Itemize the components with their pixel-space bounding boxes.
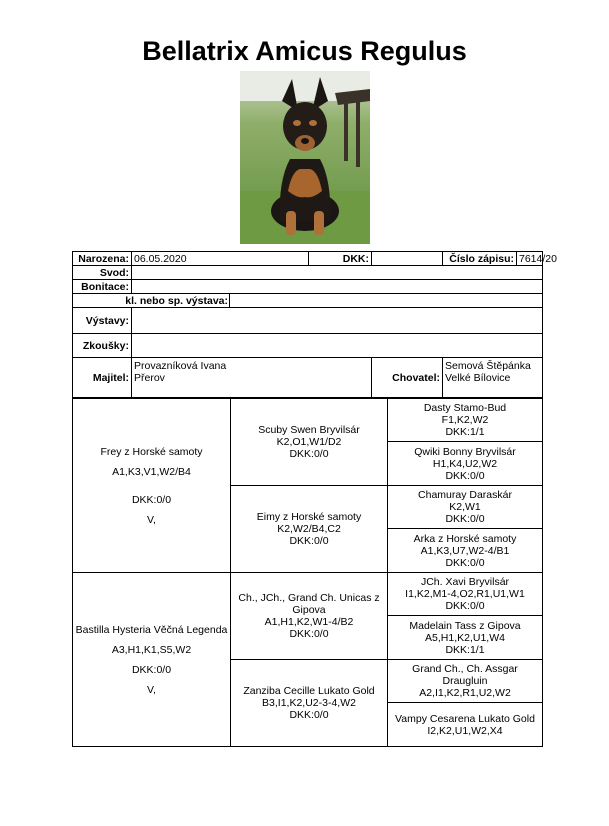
dds-code: A2,I1,K2,R1,U2,W2 xyxy=(419,687,511,699)
dsd-dkk: DKK:1/1 xyxy=(445,643,485,656)
shows-label: Výstavy: xyxy=(73,308,132,334)
ds-dkk: DKK:0/0 xyxy=(289,628,329,640)
pedigree-ds xyxy=(231,573,388,660)
sdd-code: A1,K3,U7,W2-4/B1 xyxy=(420,544,510,557)
sire-code: A1,K3,V1,W2/B4 xyxy=(112,465,191,478)
breeder-city: Velké Bílovice xyxy=(445,372,511,384)
dog-photo-icon xyxy=(240,71,370,244)
svod-value xyxy=(132,266,543,280)
dd-dkk: DKK:0/0 xyxy=(289,709,329,721)
registration-value: 7614/20 xyxy=(517,252,543,266)
sdd-name: Arka z Horské samoty xyxy=(413,532,517,545)
pedigree-sds xyxy=(388,486,543,529)
pedigree-ss xyxy=(231,399,388,486)
exams-label: Zkoušky: xyxy=(73,334,132,358)
sss-code: F1,K2,W2 xyxy=(441,414,489,426)
dkk-value xyxy=(372,252,443,266)
dsd-name: Madelain Tass z Gipova xyxy=(409,619,521,632)
breeder-name: Semová Štěpánka xyxy=(445,360,531,372)
ssd-name: Qwiki Bonny Bryvilsár xyxy=(414,445,516,458)
sds-name: Chamuray Daraskár xyxy=(418,489,512,501)
info-table xyxy=(72,251,557,398)
ss-dkk: DKK:0/0 xyxy=(289,448,329,460)
exams-value xyxy=(132,334,543,358)
pedigree-sire xyxy=(73,399,231,573)
class-label: kl. nebo sp. výstava: xyxy=(73,294,230,308)
dd-code: B3,I1,K2,U2-3-4,W2 xyxy=(262,697,356,709)
svod-label: Svod: xyxy=(73,266,132,280)
born-value: 06.05.2020 xyxy=(132,252,309,266)
pedigree-dd xyxy=(231,660,388,747)
class-value xyxy=(230,294,543,308)
sss-dkk: DKK:1/1 xyxy=(445,426,485,438)
sds-dkk: DKK:0/0 xyxy=(445,513,485,525)
sire-name: Frey z Horské samoty xyxy=(100,445,203,458)
owner-value xyxy=(132,358,372,398)
sd-name: Eimy z Horské samoty xyxy=(256,511,362,523)
dam-extra: V, xyxy=(147,683,156,696)
bonitace-label: Bonitace: xyxy=(73,280,132,294)
dss-code: I1,K2,M1-4,O2,R1,U1,W1 xyxy=(405,588,525,600)
page-title: Bellatrix Amicus Regulus xyxy=(142,36,467,66)
ss-code: K2,O1,W1/D2 xyxy=(276,436,342,448)
pedigree-table xyxy=(72,398,543,747)
pedigree-ddd xyxy=(388,703,543,747)
dam-dkk: DKK:0/0 xyxy=(131,663,172,676)
breeder-label: Chovatel: xyxy=(372,358,443,398)
sd-dkk: DKK:0/0 xyxy=(289,535,329,547)
pedigree-dsd xyxy=(388,616,543,660)
ddd-name: Vampy Cesarena Lukato Gold xyxy=(395,712,535,725)
pedigree-dds xyxy=(388,660,543,703)
bonitace-value xyxy=(132,280,543,294)
pedigree-sd xyxy=(231,486,388,573)
pedigree-sdd xyxy=(388,529,543,573)
sire-dkk: DKK:0/0 xyxy=(131,493,172,506)
sd-code: K2,W2/B4,C2 xyxy=(277,523,341,535)
dsd-code: A5,H1,K2,U1,W4 xyxy=(425,631,505,644)
born-label: Narozena: xyxy=(73,252,132,266)
ssd-dkk: DKK:0/0 xyxy=(445,469,485,482)
pedigree-dam xyxy=(73,573,231,747)
dds-name: Grand Ch., Ch. Assgar Draugluin xyxy=(412,663,518,687)
pedigree-sss xyxy=(388,399,543,442)
sdd-dkk: DKK:0/0 xyxy=(445,556,485,569)
shows-value xyxy=(132,308,543,334)
pedigree-dss xyxy=(388,573,543,616)
pedigree-ssd xyxy=(388,442,543,486)
dkk-label: DKK: xyxy=(309,252,372,266)
dam-code: A3,H1,K1,S5,W2 xyxy=(111,643,192,656)
dam-name: Bastilla Hysteria Věčná Legenda xyxy=(75,623,228,636)
owner-label: Majitel: xyxy=(73,358,132,398)
ssd-code: H1,K4,U2,W2 xyxy=(432,457,498,470)
ss-name: Scuby Swen Bryvilsár xyxy=(258,424,360,436)
ds-name: Ch., JCh., Grand Ch. Unicas z Gipova xyxy=(238,592,380,616)
dog-photo xyxy=(240,71,370,244)
owner-name: Provazníková Ivana xyxy=(134,360,227,372)
sds-code: K2,W1 xyxy=(449,501,481,513)
owner-city: Přerov xyxy=(134,372,165,384)
ds-code: A1,H1,K2,W1-4/B2 xyxy=(264,616,354,628)
breeder-value xyxy=(443,358,543,398)
sire-extra: V, xyxy=(147,513,156,526)
dd-name: Zanziba Cecille Lukato Gold xyxy=(243,685,375,697)
dss-dkk: DKK:0/0 xyxy=(445,600,485,612)
registration-label: Číslo zápisu: xyxy=(443,252,517,266)
ddd-code: I2,K2,U1,W2,X4 xyxy=(427,724,503,737)
sss-name: Dasty Stamo-Bud xyxy=(423,402,507,414)
dss-name: JCh. Xavi Bryvilsár xyxy=(420,576,510,588)
